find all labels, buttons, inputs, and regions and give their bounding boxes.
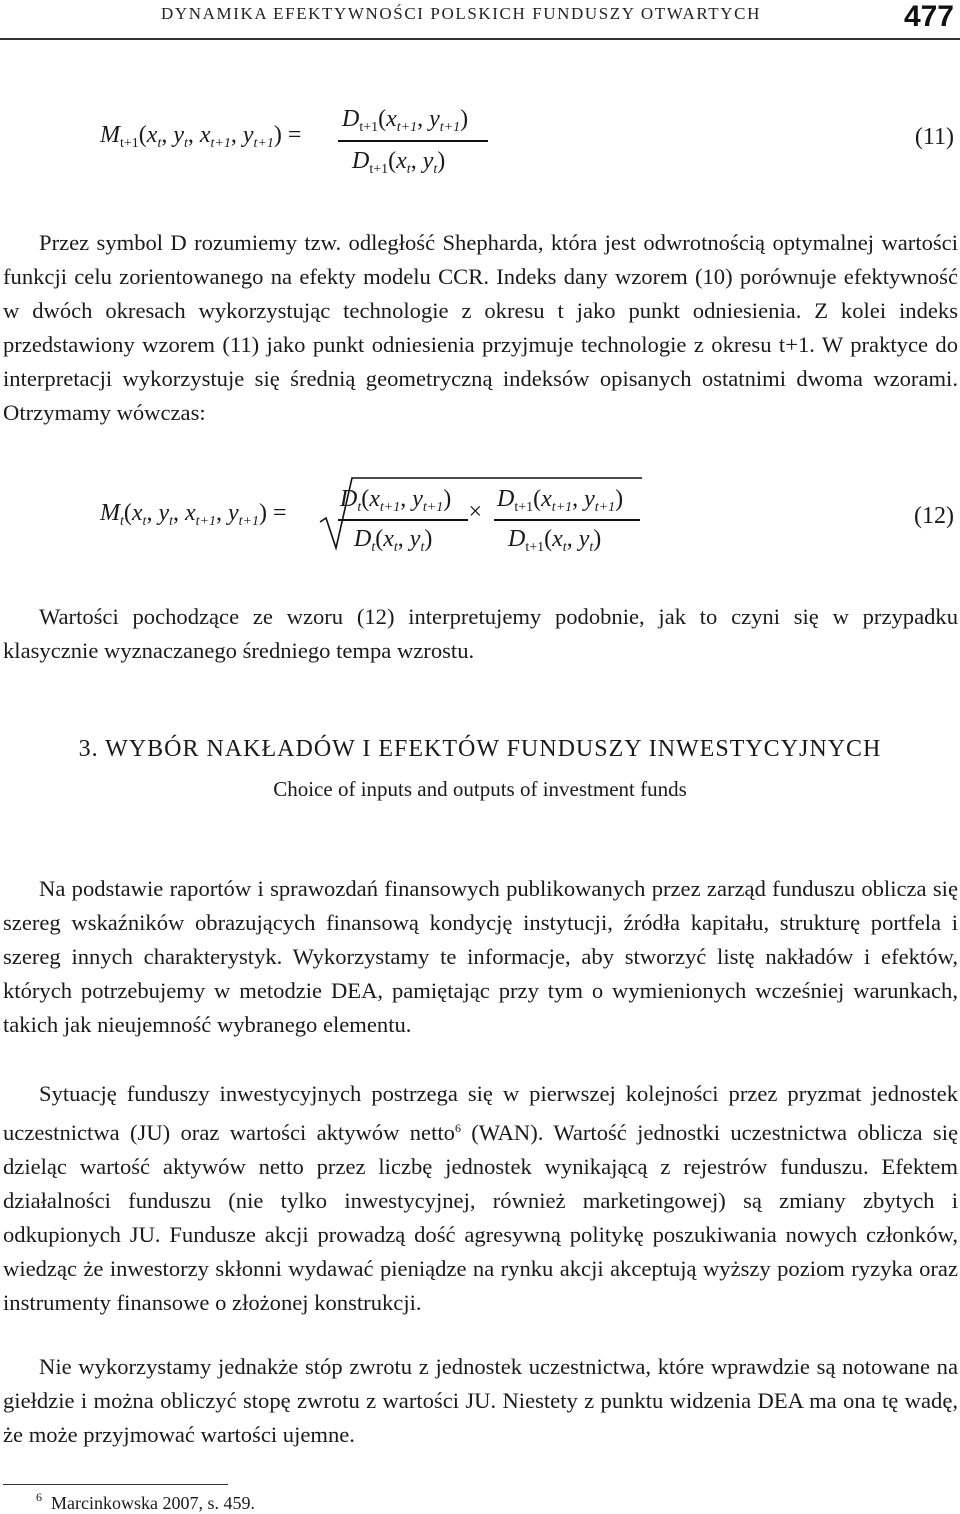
body-paragraph-2 [3,1077,958,1320]
footnote-mark: 6 [36,1490,42,1504]
footnote [36,1490,255,1514]
body-paragraph-3: Nie wykorzystamy jednakże stóp zwrotu z jednostek uczestnictwa, które wprawdzie są notowane na giełdzie i można obliczyć stopę zwrotu z wartości JU. Niestety z punktu widzenia DEA ma ona tę wadę, że może przyjmować wartości ujemne. [3,1354,958,1447]
running-title: DYNAMIKA EFEKTYWNOŚCI POLSKICH FUNDUSZY OTWARTYCH [161,4,761,23]
body-paragraph-2-b: (WAN). Wartość jednostki uczestnictwa oblicza się dzieląc wartość aktywów netto przez liczbę jednostek wynikającą z rejestrów funduszu. Efektem działalności funduszu (nie tylko inwestycyjnej, również marketingowej) są zmiany zbytych i odkupionych JU. Fundusze akcji prowadzą dość agresywną politykę poszukiwania nowych członków, wiedząc że inwestorzy skłonni wydawać pieniądze na rynku akcji akceptują wyższy poziom ryzyka oraz instrumenty finansowe o złożonej konstrukcji. [3,1120,958,1315]
eq12-num-2: $D_{t+1}(x_{t+1}$, $y_{t+1}$) [497,486,624,515]
eq12-den-1: $D_t(x_t$, $y_t$) [354,526,433,555]
eq11-fraction-bar [338,140,488,142]
eq12-fraction-bar-1 [338,519,468,521]
header-rule [0,38,960,40]
eq12-num-1: $D_t(x_{t+1}$, $y_{t+1}$) [340,486,452,515]
page-header [0,0,960,40]
eq12-fraction-bar-2 [494,519,640,521]
eq11-denominator: $D_{t+1}(x_t$, $y_t$) [352,148,446,177]
eq11-number: (11) [914,124,954,150]
eq11-lhs: $M_{t+1}(x_t$, $y_t$, $x_{t+1}$, $y_{t+1}$) = [100,122,302,151]
eq11-numerator: $D_{t+1}(x_{t+1}$, $y_{t+1}$) [342,106,469,135]
footnote-text: Marcinkowska 2007, s. 459. [51,1493,255,1513]
paragraph-1: Przez symbol D rozumiemy tzw. odległość Shepharda, która jest odwrotnością optymalnej wartości funkcji celu zorientowanego na efekty modelu CCR. Indeks dany wzorem (10) porównuje efektywność w dwóch okresach wykorzystując technologie z okresu t jako punkt odniesienia. Z kolei indeks przedstawiony wzorem (11) jako punkt odniesienia przyjmuje technologie z okresu t+1. W praktyce do interpretacji wykorzystuje się średnią geometryczną indeksów opisanych ostatnimi dwoma wzorami. Otrzymamy wówczas: [3,230,958,425]
footnote-ref: 6 [454,1121,461,1135]
section-title: 3. WYBÓR NAKŁADÓW I EFEKTÓW FUNDUSZY INWESTYCYJNYCH [78,736,882,762]
body-paragraph-1: Na podstawie raportów i sprawozdań finansowych publikowanych przez zarząd funduszu oblicza się szereg wskaźników obrazujących finansową kondycję instytucji, źródła kapitału, strukturę portfela i szereg innych charakterystyk. Wykorzystamy te informacje, aby stworzyć listę nakładów i efektów, których potrzebujemy w metodzie DEA, pamiętając przy tym o wymienionych wcześniej warunkach, takich jak nieujemność wybranego elementu. [3,876,958,1037]
footnote-rule [3,1484,228,1485]
paragraph-2: Wartości pochodzące ze wzoru (12) interpretujemy podobnie, jak to czyni się w przypadku klasycznie wyznaczanego średniego tempa wzrostu. [3,604,958,663]
eq12-den-2: $D_{t+1}(x_t$, $y_t$) [508,526,602,555]
eq12-lhs: $M_t(x_t$, $y_t$, $x_{t+1}$, $y_{t+1}$) = [100,500,287,529]
times-sign: × [467,499,484,525]
eq12-number: (12) [914,503,954,529]
section-subtitle: Choice of inputs and outputs of investment funds [273,777,687,801]
page-number: 477 [903,0,954,33]
body-paragraph-2-a: Sytuację funduszy inwestycyjnych postrzega się w pierwszej kolejności przez pryzmat jednostek uczestnictwa (JU) oraz wartości aktywów netto [3,1081,958,1145]
